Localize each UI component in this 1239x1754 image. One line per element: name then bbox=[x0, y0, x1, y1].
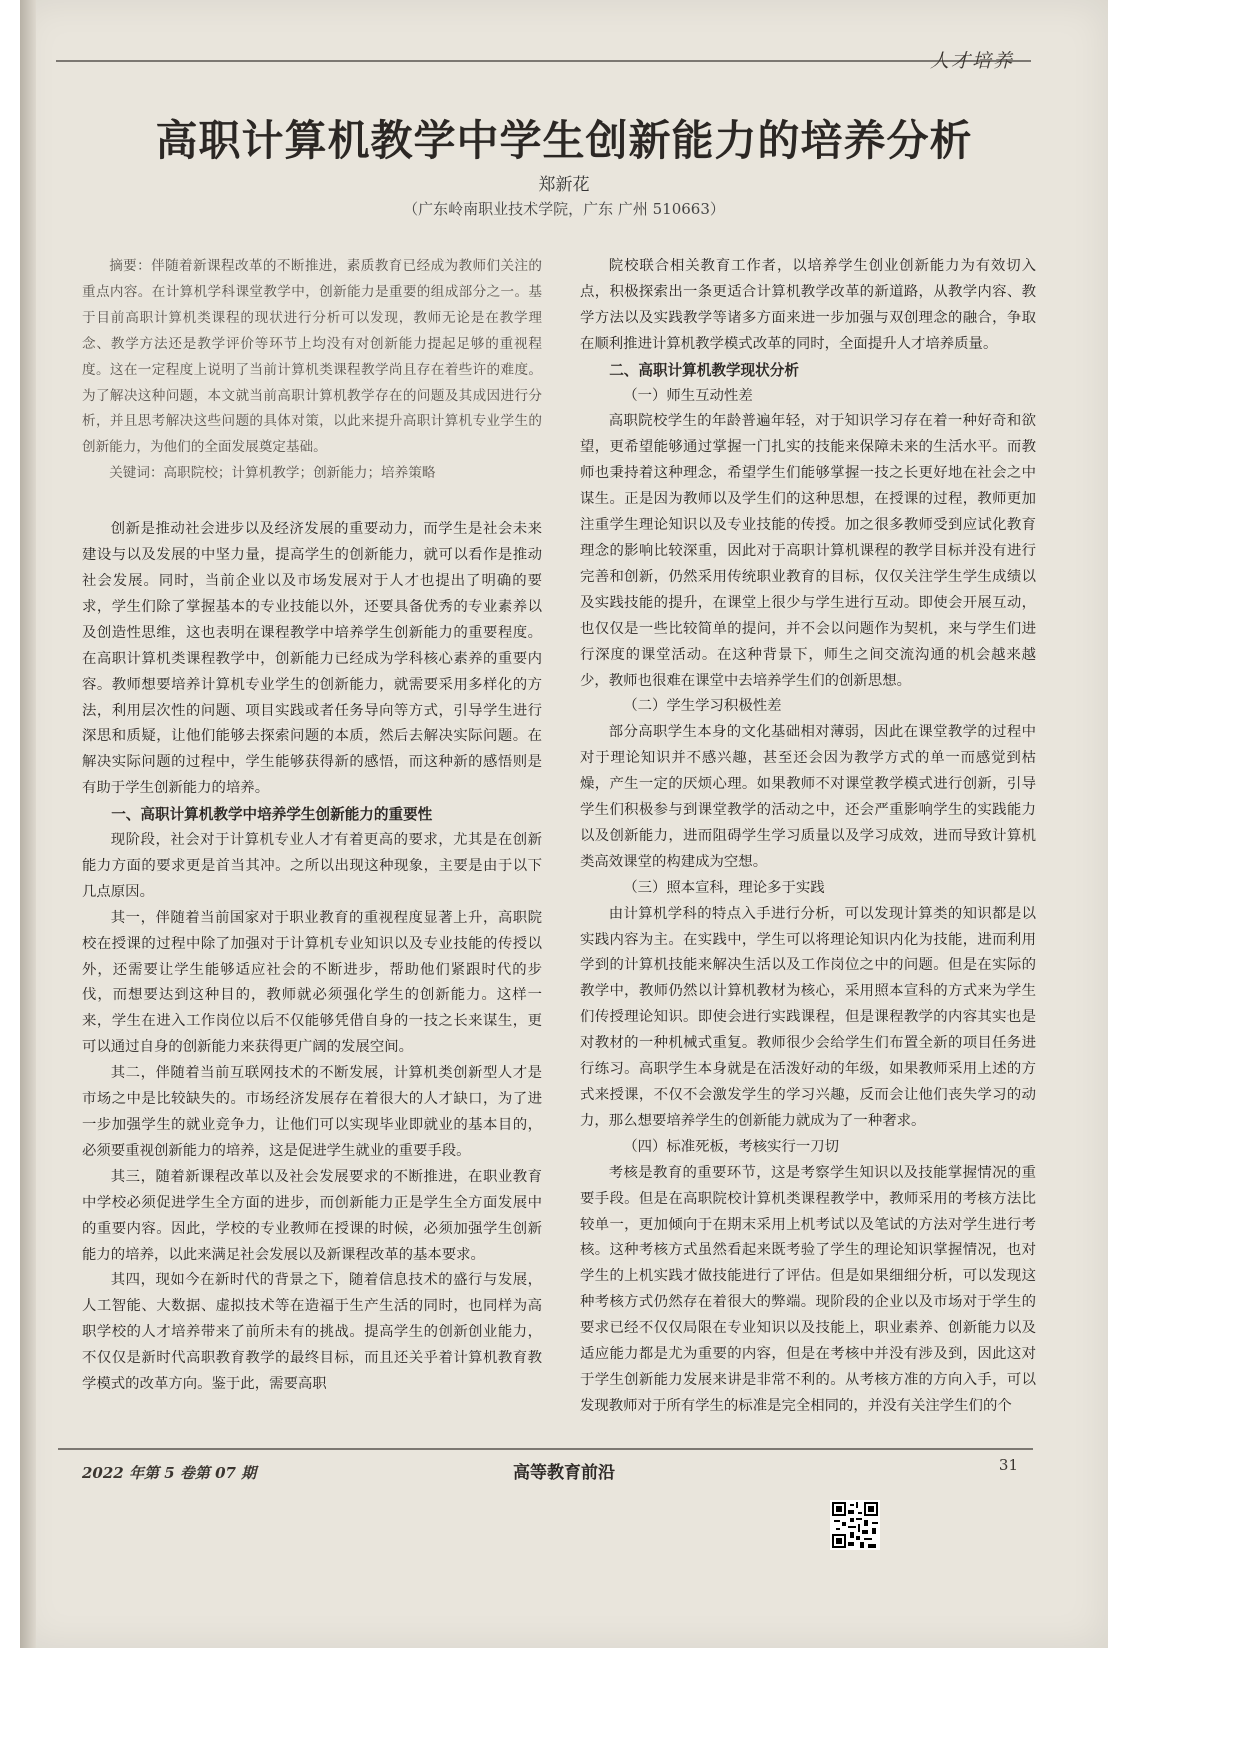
body-paragraph: 创新是推动社会进步以及经济发展的重要动力，而学生是社会未来建设与以及发展的中坚力量，提高学生的创新能力，就可以看作是推动社会发展。同时，当前企业以及市场发展对于人才也提出了明确的要求，学生们除了掌握基本的专业技能以外，还要具备优秀的专业素养以及创造性思维，这也表明在课程教学中培养学生创新能力的重要程度。在高职计算机类课程教学中，创新能力已经成为学科核心素养的重要内容。教师想要培养计算机专业学生的创新能力，就需要采用多样化的方法，利用层次性的问题、项目实践或者任务导向等方式，引导学生进行深思和质疑，让他们能够去探索问题的本质，然后去解决实际问题。在解决实际问题的过程中，学生能够获得新的感悟，而这种新的感悟则是有助于学生创新能力的培养。 bbox=[82, 521, 542, 797]
left-column bbox=[82, 254, 542, 1398]
article-author: 郑新花 bbox=[538, 175, 590, 195]
subsection-heading: （一）师生互动性差 bbox=[623, 387, 753, 404]
body-paragraph: 由计算机学科的特点入手进行分析，可以发现计算类的知识都是以实践内容为主。在实践中，学生可以将理论知识内化为技能，进而利用学到的计算机技能来解决生活以及工作岗位之中的问题。但是在实际的教学中，教师仍然以计算机教材为核心，采用照本宣科的方式来为学生们传授理论知识。即使会进行实践课程，但是课程教学的内容其实也是对教材的一种机械式重复。教师很少会给学生们布置全新的项目任务进行练习。高职学生本身就是在活泼好动的年级，如果教师采用上述的方式来授课，不仅不会激发学生的学习兴趣，反而会让他们丧失学习的动力，那么想要培养学生的创新能力就成为了一种奢求。 bbox=[580, 905, 1036, 1129]
body-paragraph: 现阶段，社会对于计算机专业人才有着更高的要求，尤其是在创新能力方面的要求更是首当其冲。之所以出现这种现象，主要是由于以下几点原因。 bbox=[82, 832, 542, 900]
abstract: 摘要：伴随着新课程改革的不断推进，素质教育已经成为教师们关注的重点内容。在计算机学科课堂教学中，创新能力是重要的组成部分之一。基于目前高职计算机类课程的现状进行分析可以发现，教师无论是在教学理念、教学方法还是教学评价等环节上均没有对创新能力提起足够的重视程度。这在一定程度上说明了当前计算机类课程教学尚且存在着些许的难度。为了解决这种问题，本文就当前高职计算机教学存在的问题及其成因进行分析，并且思考解决这些问题的具体对策，以此来提升高职计算机专业学生的创新能力，为他们的全面发展奠定基础。 bbox=[82, 258, 542, 456]
article-title: 高职计算机教学中学生创新能力的培养分析 bbox=[155, 116, 973, 165]
page-binding-shadow bbox=[20, 0, 36, 1648]
section-heading-1: 一、高职计算机教学中培养学生创新能力的重要性 bbox=[111, 806, 433, 824]
author-affiliation: （广东岭南职业技术学院，广东 广州 510663） bbox=[403, 200, 725, 218]
body-paragraph: 其二，伴随着当前互联网技术的不断发展，计算机类创新型人才是市场之中是比较缺失的。市场经济发展存在着很大的人才缺口，为了进一步加强学生的就业竞争力，让他们可以实现毕业即就业的基本目的，必须要重视创新能力的培养，这是促进学生就业的重要手段。 bbox=[82, 1065, 542, 1159]
subsection-heading: （四）标准死板，考核实行一刀切 bbox=[623, 1138, 840, 1155]
body-paragraph: 院校联合相关教育工作者，以培养学生创业创新能力为有效切入点，积极探索出一条更适合计算机教学改革的新道路，从教学内容、教学方法以及实践教学等诸多方面来进一步加强与双创理念的融合，争取在顺利推进计算机教学模式改革的同时，全面提升人才培养质量。 bbox=[580, 258, 1036, 352]
page-number: 31 bbox=[998, 1456, 1018, 1474]
journal-name: 高等教育前沿 bbox=[513, 1463, 615, 1483]
issue-info: 2022 年第 5 卷第 07 期 bbox=[82, 1464, 257, 1482]
body-paragraph: 高职院校学生的年龄普遍年轻，对于知识学习存在着一种好奇和欲望，更希望能够通过掌握一门扎实的技能来保障未来的生活水平。而教师也秉持着这种理念，希望学生们能够掌握一技之长更好地在社会之中谋生。正是因为教师以及学生们的这种思想，在授课的过程，教师更加注重学生理论知识以及专业技能的传授。加之很多教师受到应试化教育理念的影响比较深重，因此对于高职计算机课程的教学目标并没有进行完善和创新，仍然采用传统职业教育的目标，仅仅关注学生学生成绩以及实践技能的提升，在课堂上很少与学生进行互动。即使会开展互动，也仅仅是一些比较简单的提问，并不会以问题作为契机，来与学生们进行深度的课堂活动。在这种背景下，师生之间交流沟通的机会越来越少，教师也很难在课堂中去培养学生们的创新思想。 bbox=[580, 413, 1036, 689]
header-rule bbox=[56, 60, 1031, 62]
section-label: 人才培养 bbox=[929, 50, 1014, 72]
journal-page bbox=[20, 0, 1108, 1648]
subsection-heading: （二）学生学习积极性差 bbox=[623, 698, 782, 715]
subsection-heading: （三）照本宣科，理论多于实践 bbox=[623, 879, 825, 896]
qr-code-icon bbox=[830, 1500, 880, 1550]
body-paragraph: 部分高职学生本身的文化基础相对薄弱，因此在课堂教学的过程中对于理论知识并不感兴趣，甚至还会因为教学方式的单一而感觉到枯燥，产生一定的厌烦心理。如果教师不对课堂教学模式进行创新，引导学生们积极参与到课堂教学的活动之中，还会严重影响学生的实践能力以及创新能力，进而阻碍学生学习质量以及学习成效，进而导致计算机类高效课堂的构建成为空想。 bbox=[580, 724, 1036, 870]
body-paragraph: 考核是教育的重要环节，这是考察学生知识以及技能掌握情况的重要手段。但是在高职院校计算机类课程教学中，教师采用的考核方法比较单一，更加倾向于在期末采用上机考试以及笔试的方法对学生进行考核。这种考核方式虽然看起来既考验了学生的理论知识掌握情况，也对学生的上机实践才做技能进行了评估。但是如果细细分析，可以发现这种考核方式仍然存在着很大的弊端。现阶段的企业以及市场对于学生的要求已经不仅仅局限在专业知识以及技能上，职业素养、创新能力以及适应能力都是尤为重要的内容，但是在考核中并没有涉及到，因此这对于学生创新能力发展来讲是非常不利的。从考核方准的方向入手，可以发现教师对于所有学生的标准是完全相同的，并没有关注学生们的个 bbox=[580, 1164, 1036, 1414]
body-paragraph: 其一，伴随着当前国家对于职业教育的重视程度显著上升，高职院校在授课的过程中除了加强对于计算机专业知识以及专业技能的传授以外，还需要让学生能够适应社会的不断进步，帮助他们紧跟时代的步伐，而想要达到这种目的，教师就必须强化学生的创新能力。这样一来，学生在进入工作岗位以后不仅能够凭借自身的一技之长来谋生，更可以通过自身的创新能力来获得更广阔的发展空间。 bbox=[82, 909, 542, 1056]
section-heading-2: 二、高职计算机教学现状分析 bbox=[609, 361, 799, 379]
body-paragraph: 其四，现如今在新时代的背景之下，随着信息技术的盛行与发展，人工智能、大数据、虚拟技术等在造福于生产生活的同时，也同样为高职学校的人才培养带来了前所未有的挑战。提高学生的创新创业能力，不仅仅是新时代高职教育教学的最终目标，而且还关乎着计算机教育教学模式的改革方向。鉴于此，需要高职 bbox=[82, 1272, 542, 1393]
keywords: 关键词：高职院校；计算机教学；创新能力；培养策略 bbox=[109, 465, 436, 482]
body-paragraph: 其三，随着新课程改革以及社会发展要求的不断推进，在职业教育中学校必须促进学生全方面的进步，而创新能力正是学生全方面发展中的重要内容。因此，学校的专业教师在授课的时候，必须加强学生创新能力的培养，以此来满足社会发展以及新课程改革的基本要求。 bbox=[82, 1168, 542, 1263]
footer-rule bbox=[58, 1448, 1033, 1450]
right-column bbox=[580, 254, 1036, 1420]
